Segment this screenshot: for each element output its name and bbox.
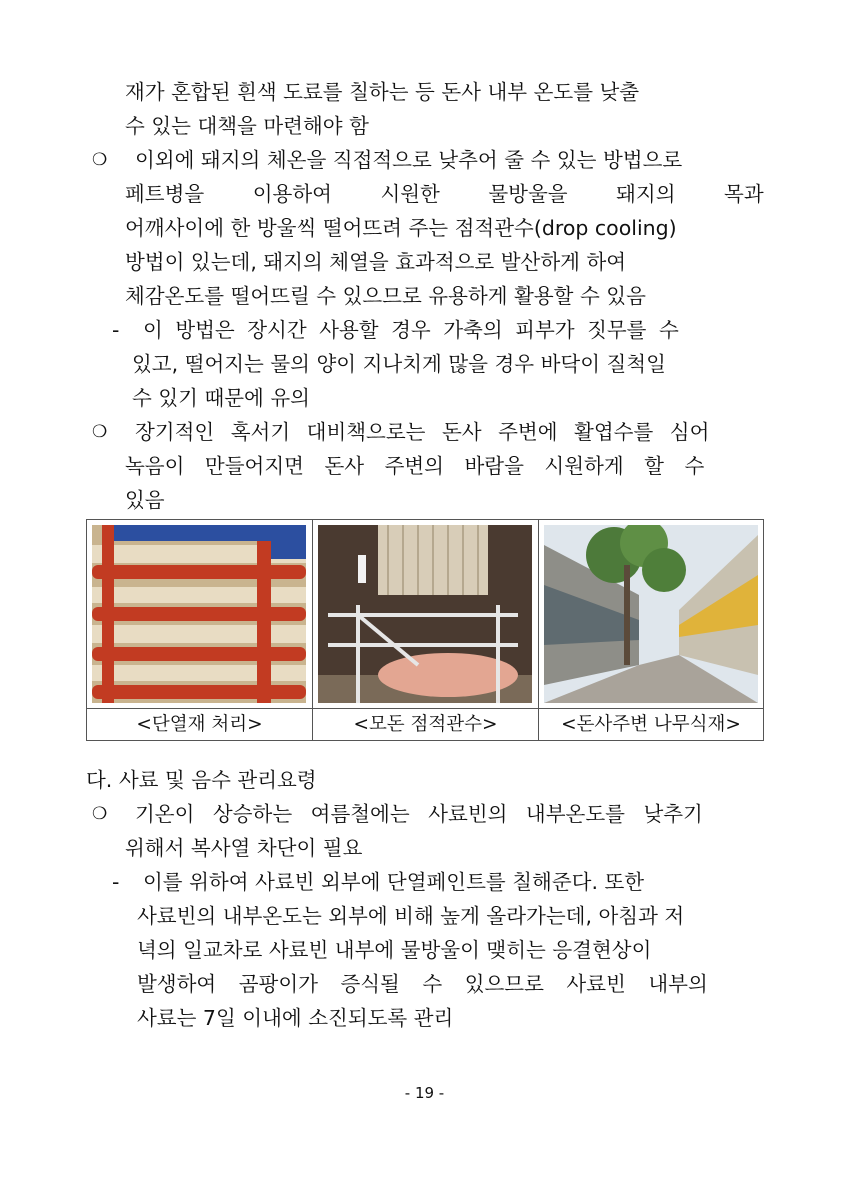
text-line (0, 313, 849, 347)
line-text: 재가 혼합된 흰색 도료를 칠하는 등 돈사 내부 온도를 낮출 (125, 80, 640, 104)
dash-bullet: - (112, 870, 120, 894)
text-line (0, 177, 849, 211)
line-text: 방법이 있는데, 돼지의 체열을 효과적으로 발산하게 하여 (125, 250, 627, 274)
text-line (0, 797, 849, 831)
text-line (0, 1001, 849, 1035)
text-line (0, 967, 849, 1001)
circle-bullet-icon: ❍ (92, 422, 108, 442)
text-line (0, 933, 849, 967)
text-line (0, 415, 849, 449)
text-line (0, 449, 849, 483)
section-heading (0, 763, 849, 797)
line-text: 체감온도를 떨어뜨릴 수 있으므로 유용하게 활용할 수 있음 (125, 284, 646, 308)
photo-insulation (87, 520, 313, 708)
photo-drop-cooling (313, 520, 539, 708)
tree-planting-photo-icon (544, 525, 758, 703)
dash-bullet: - (112, 318, 120, 342)
line-text: 녹음이 만들어지면 돈사 주변의 바람을 시원하게 할 수 (125, 454, 705, 478)
line-text: 이를 위하여 사료빈 외부에 단열페인트를 칠해준다. 또한 (143, 870, 645, 894)
circle-bullet-icon: ❍ (92, 804, 108, 824)
text-line (0, 143, 849, 177)
photo-caption: <모돈 점적관수> (313, 709, 539, 740)
text-line (0, 109, 849, 143)
line-text: 수 있기 때문에 유의 (132, 386, 310, 410)
line-text: 녁의 일교차로 사료빈 내부에 물방울이 맺히는 응결현상이 (137, 938, 652, 962)
section-heading-text: 다. 사료 및 음수 관리요령 (86, 768, 317, 792)
drop-cooling-photo-icon (318, 525, 532, 703)
text-line (0, 347, 849, 381)
circle-bullet-icon: ❍ (92, 150, 108, 170)
page-number: - 19 - (404, 1084, 445, 1102)
line-text: 어깨사이에 한 방울씩 떨어뜨려 주는 점적관수(drop cooling) (125, 216, 677, 240)
line-text: 발생하여 곰팡이가 증식될 수 있으므로 사료빈 내부의 (137, 972, 708, 996)
text-line (0, 865, 849, 899)
line-text: 위해서 복사열 차단이 필요 (125, 836, 363, 860)
line-text: 사료빈의 내부온도는 외부에 비해 높게 올라가는데, 아침과 저 (137, 904, 685, 928)
text-line (0, 483, 849, 517)
line-text: 이외에 돼지의 체온을 직접적으로 낮추어 줄 수 있는 방법으로 (135, 148, 683, 172)
line-text: 페트병을 이용하여 시원한 물방울을 돼지의 목과 (125, 182, 764, 206)
text-line (0, 75, 849, 109)
photo-tree-planting (539, 520, 763, 708)
photo-caption: <돈사주변 나무식재> (561, 714, 741, 735)
text-line (0, 899, 849, 933)
photo-caption-row (87, 708, 763, 740)
line-text: 이 방법은 장시간 사용할 경우 가축의 피부가 짓무를 수 (143, 318, 679, 342)
text-line (0, 279, 849, 313)
line-text: 기온이 상승하는 여름철에는 사료빈의 내부온도를 낮추기 (135, 802, 703, 826)
text-line (0, 211, 849, 245)
text-line (0, 381, 849, 415)
line-text: 있음 (125, 488, 165, 512)
line-text: 사료는 7일 이내에 소진되도록 관리 (137, 1006, 454, 1030)
line-text: 있고, 떨어지는 물의 양이 지나치게 많을 경우 바닥이 질척일 (132, 352, 666, 376)
photo-caption: <단열재 처리> (87, 709, 313, 740)
photo-table (86, 519, 764, 741)
text-line (0, 831, 849, 865)
insulation-photo-icon (92, 525, 306, 703)
line-text: 장기적인 혹서기 대비책으로는 돈사 주변에 활엽수를 심어 (135, 420, 710, 444)
text-line (0, 245, 849, 279)
line-text: 수 있는 대책을 마련해야 함 (125, 114, 369, 138)
